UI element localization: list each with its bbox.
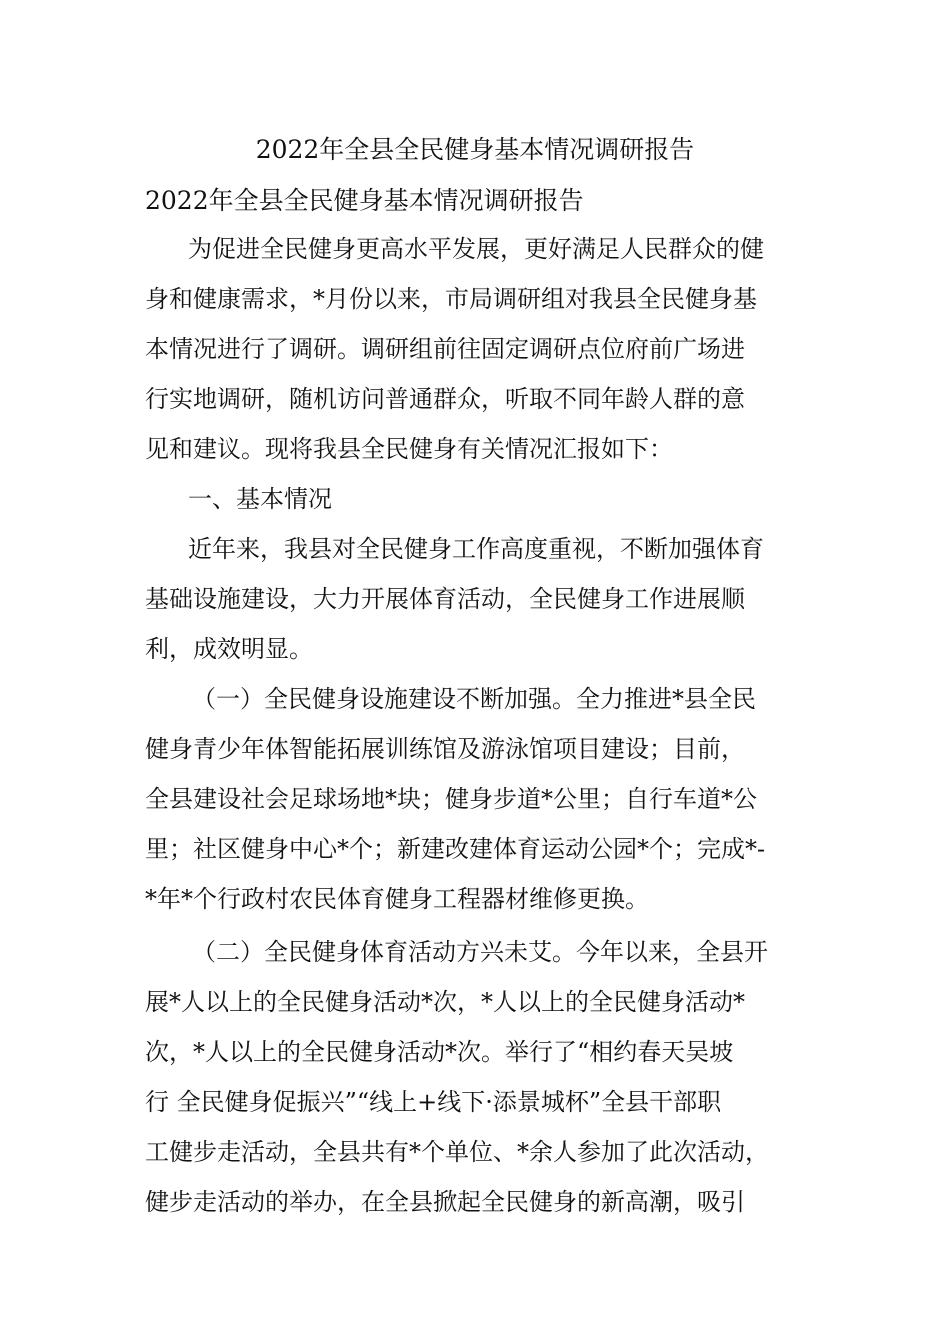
body-line: 行实地调研，随机访问普通群众，听取不同年龄人群的意 [145, 385, 745, 413]
body-line: 身和健康需求，*月份以来，市局调研组对我县全民健身基 [145, 285, 757, 313]
body-line: 展*人以上的全民健身活动*次，*人以上的全民健身活动* [145, 988, 745, 1016]
body-line: （一）全民健身设施建设不断加强。全力推进*县全民 [192, 685, 756, 713]
body-line: 为促进全民健身更高水平发展，更好满足人民群众的健 [188, 235, 764, 263]
body-line: 里；社区健身中心*个；新建改建体育运动公园*个；完成*- [145, 835, 766, 863]
body-line: 行 全民健身促振兴”“线上+线下·添景城杯”全县干部职 [145, 1088, 722, 1116]
body-line: 健步走活动的举办，在全县掀起全民健身的新高潮，吸引 [145, 1188, 745, 1216]
body-line: *年*个行政村农民体育健身工程器材维修更换。 [145, 885, 649, 913]
body-line: 近年来，我县对全民健身工作高度重视，不断加强体育 [188, 535, 764, 563]
body-line: 基础设施建设，大力开展体育活动，全民健身工作进展顺 [145, 585, 745, 613]
document-subtitle: 2022年全县全民健身基本情况调研报告 [145, 186, 584, 215]
body-line: 见和建议。现将我县全民健身有关情况汇报如下： [145, 435, 673, 463]
body-line: 次，*人以上的全民健身活动*次。举行了“相约春天吴坡 [145, 1038, 734, 1066]
body-line: 工健步走活动，全县共有*个单位、*余人参加了此次活动， [145, 1138, 769, 1166]
document-title: 2022年全县全民健身基本情况调研报告 [255, 135, 695, 164]
body-line: 健身青少年体智能拓展训练馆及游泳馆项目建设；目前， [145, 735, 745, 763]
body-line: （二）全民健身体育活动方兴未艾。今年以来，全县开 [192, 938, 768, 966]
section-heading: 一、基本情况 [188, 485, 332, 513]
body-line: 全县建设社会足球场地*块；健身步道*公里；自行车道*公 [145, 785, 757, 813]
body-line: 本情况进行了调研。调研组前往固定调研点位府前广场进 [145, 335, 745, 363]
body-line: 利，成效明显。 [145, 635, 313, 663]
